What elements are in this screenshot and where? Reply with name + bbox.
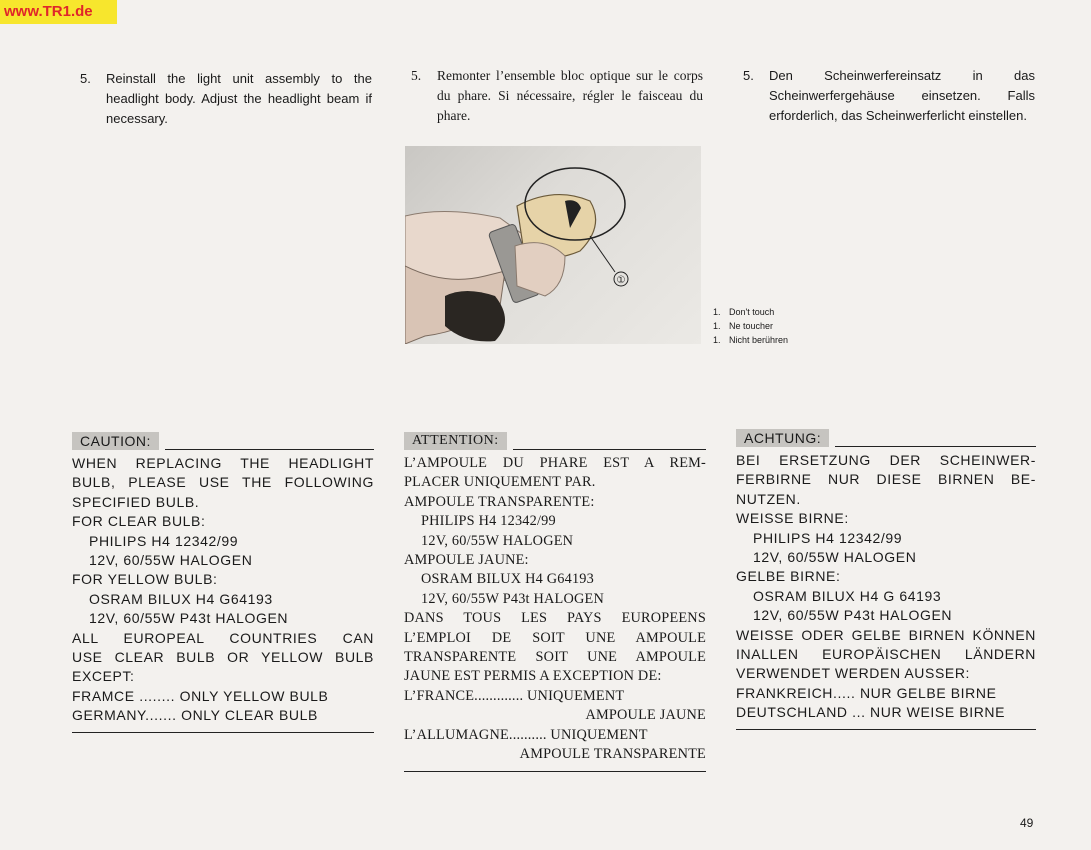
attention-line: 12V, 60/55W HALOGEN: [421, 532, 574, 549]
achtung-line: OSRAM BILUX H4 G 64193: [753, 587, 942, 604]
caption-de: 1. Nicht berühren: [713, 335, 789, 345]
bulb-photo: [405, 146, 701, 344]
attention-line: L’AMPOULE DU PHARE EST A REM-: [404, 455, 706, 471]
step-number: 5.: [411, 68, 422, 83]
achtung-line: PHILIPS H4 12342/99: [753, 529, 903, 546]
achtung-line: WEISSE ODER GELBE BIRNEN KÖNNEN: [736, 626, 1036, 643]
header-rule: [165, 435, 374, 450]
attention-line: OSRAM BILUX H4 G64193: [421, 571, 594, 588]
header-rule: [513, 435, 706, 450]
caution-line: WHEN REPLACING THE HEADLIGHT: [72, 455, 374, 471]
attention-line: PHILIPS H4 12342/99: [421, 513, 556, 530]
caution-line: USE CLEAR BULB OR YELLOW BULB: [72, 649, 374, 666]
achtung-line: INALLEN EUROPÄISCHEN LÄNDERN: [736, 646, 1036, 663]
attention-line: DANS TOUS LES PAYS EUROPEENS: [404, 610, 706, 627]
achtung-label: ACHTUNG:: [736, 429, 829, 447]
caution-body: [72, 454, 374, 726]
bottom-rule: [736, 729, 1036, 730]
achtung-body: [736, 451, 1036, 723]
attention-line: 12V, 60/55W P43t HALOGEN: [421, 590, 604, 607]
attention-box-fr: [404, 432, 706, 772]
caution-line: 12V, 60/55W HALOGEN: [89, 552, 253, 569]
attention-line: JAUNE EST PERMIS A EXCEPTION DE:: [404, 668, 662, 685]
achtung-line: GELBE BIRNE:: [736, 568, 841, 585]
watermark[interactable]: www.TR1.de: [0, 0, 117, 24]
attention-line: AMPOULE TRANSPARENTE: [519, 746, 706, 763]
step-de: [743, 66, 1035, 126]
achtung-box-de: [736, 429, 1036, 730]
achtung-line: FERBIRNE NUR DIESE BIRNEN BE-: [736, 471, 1036, 488]
achtung-line: NUTZEN.: [736, 490, 801, 507]
attention-body: [404, 454, 706, 765]
achtung-line: WEISSE BIRNE:: [736, 510, 849, 527]
step-text: Remonter l’ensemble bloc optique sur le corps du phare. Si nécessaire, régler le faisceau du phare.: [437, 68, 703, 123]
attention-line: AMPOULE TRANSPARENTE:: [404, 493, 595, 510]
achtung-line: FRANKREICH..... NUR GELBE BIRNE: [736, 684, 997, 701]
achtung-line: 12V, 60/55W HALOGEN: [753, 549, 917, 566]
achtung-line: BEI ERSETZUNG DER SCHEINWER-: [736, 452, 1036, 468]
step-en: [80, 69, 372, 129]
caution-line: OSRAM BILUX H4 G64193: [89, 590, 273, 607]
caution-line: SPECIFIED BULB.: [72, 493, 200, 510]
caption-fr: 1. Ne toucher: [713, 321, 774, 331]
step-fr: [411, 66, 703, 126]
page-number: 49: [1020, 816, 1034, 830]
caution-label: CAUTION:: [72, 432, 159, 450]
caution-line: FOR CLEAR BULB:: [72, 513, 206, 530]
bottom-rule: [72, 732, 374, 733]
attention-line: L’FRANCE............. UNIQUEMENT: [404, 687, 625, 704]
caution-line: PHILIPS H4 12342/99: [89, 532, 239, 549]
achtung-line: VERWENDET WERDEN AUSSER:: [736, 665, 971, 682]
hand-holding-bulb-illustration: [405, 146, 701, 344]
attention-line: AMPOULE JAUNE:: [404, 552, 529, 569]
step-number: 5.: [743, 68, 754, 83]
caution-line: FRAMCE ........ ONLY YELLOW BULB: [72, 687, 329, 704]
callout-number: ①: [616, 275, 626, 286]
figure-captions: [713, 305, 788, 347]
attention-line: L’ALLUMAGNE.......... UNIQUEMENT: [404, 726, 648, 743]
bottom-rule: [404, 771, 706, 772]
caution-line: EXCEPT:: [72, 668, 135, 685]
step-number: 5.: [80, 71, 91, 86]
caution-line: GERMANY....... ONLY CLEAR BULB: [72, 707, 318, 724]
header-rule: [835, 432, 1036, 447]
attention-label: ATTENTION:: [404, 432, 507, 450]
attention-line: PLACER UNIQUEMENT PAR.: [404, 474, 596, 491]
attention-line: L’EMPLOI DE SOIT UNE AMPOULE: [404, 629, 706, 646]
attention-line: AMPOULE JAUNE: [585, 707, 706, 724]
caution-line: BULB, PLEASE USE THE FOLLOWING: [72, 474, 374, 491]
caution-line: FOR YELLOW BULB:: [72, 571, 218, 588]
caution-box-en: [72, 432, 374, 733]
caution-line: 12V, 60/55W P43t HALOGEN: [89, 610, 289, 627]
step-text: Reinstall the light unit assembly to the headlight body. Adjust the headlight beam if necessary.: [106, 71, 372, 126]
attention-line: TRANSPARENTE SOIT UNE AMPOULE: [404, 649, 706, 666]
achtung-line: DEUTSCHLAND ... NUR WEISE BIRNE: [736, 704, 1006, 721]
caution-line: ALL EUROPEAL COUNTRIES CAN: [72, 629, 374, 646]
step-text: Den Scheinwerfereinsatz in das Scheinwerfergehäuse einsetzen. Falls erforderlich, das Scheinwerferlicht einstellen.: [769, 68, 1035, 123]
achtung-line: 12V, 60/55W P43t HALOGEN: [753, 607, 953, 624]
caption-en: 1. Don't touch: [713, 307, 775, 317]
